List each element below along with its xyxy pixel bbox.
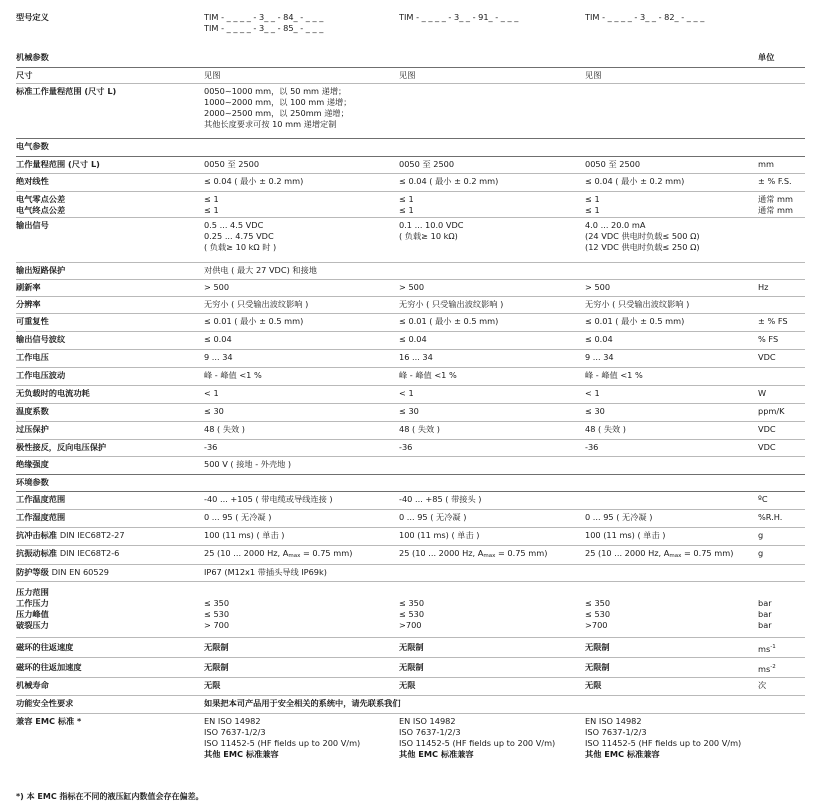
unit <box>758 68 805 83</box>
cell <box>585 714 758 764</box>
unit-header: 单位 <box>758 52 775 62</box>
cell: ≤ 30 <box>399 406 419 416</box>
cell: 0050 至 2500 <box>204 159 260 169</box>
row-label <box>16 528 204 545</box>
row-label-line: 破裂压力 <box>16 620 49 630</box>
cell-line: ≤ 530 <box>399 609 425 619</box>
cell-line: 2000~2500 mm，以 250mm 递增； <box>204 108 349 118</box>
unit: ppm/K <box>758 406 785 416</box>
cell: 对供电 ( 最大 27 VDC) 和接地 <box>204 265 317 275</box>
cell: 峰 - 峰值 <1 % <box>399 370 457 380</box>
unit: W <box>758 388 767 398</box>
row-label: 绝对线性 <box>16 176 49 186</box>
table-row <box>16 263 805 280</box>
cell: > 500 <box>204 282 230 292</box>
table-row <box>16 422 805 440</box>
cell: -36 <box>204 442 218 452</box>
cell: 无穷小 ( 只受输出波纹影响 ) <box>204 299 309 309</box>
cell <box>204 84 758 138</box>
cell: 0050 至 2500 <box>399 159 455 169</box>
row-label <box>16 546 204 564</box>
unit: ± % F.S. <box>758 176 792 186</box>
cell: 峰 - 峰值 <1 % <box>585 370 643 380</box>
row-label-line: 电气终点公差 <box>16 205 66 215</box>
row-label: 绝缘强度 <box>16 459 49 469</box>
unit <box>758 582 805 637</box>
unit-line: bar <box>758 598 772 608</box>
table-row <box>16 404 805 422</box>
row-label: 温度系数 <box>16 406 49 416</box>
table-row <box>16 440 805 457</box>
cell: > 500 <box>585 282 611 292</box>
cell-line: 其他 EMC 标准兼容 <box>399 749 474 759</box>
cell: < 1 <box>585 388 600 398</box>
unit-line: bar <box>758 620 772 630</box>
row-label: 工作电压波动 <box>16 370 66 380</box>
cell-line: ≤ 1 <box>585 194 600 204</box>
table-row <box>16 696 805 714</box>
row-label-line: 电气零点公差 <box>16 194 66 204</box>
cell-line: ISO 7637-1/2/3 <box>399 727 461 737</box>
cell <box>204 192 399 217</box>
cell-line: 其他长度要求可按 10 mm 递增定制 <box>204 119 337 129</box>
cell: 无限 <box>204 680 221 690</box>
model-code: TIM - _ _ _ _ - 3_ _ - 84_ - _ _ _ <box>204 12 324 22</box>
cell-line: EN ISO 14982 <box>399 716 456 726</box>
unit <box>758 297 805 313</box>
cell: 9 ... 34 <box>585 352 614 362</box>
row-label: 过压保护 <box>16 424 49 434</box>
cell: 如果把本司产品用于安全相关的系统中，请先联系我们 <box>204 698 401 708</box>
cell: 无限制 <box>204 662 229 672</box>
table-row <box>16 678 805 696</box>
cell-line: (24 VDC 供电时负载≤ 500 Ω) <box>585 231 700 241</box>
row-label-text: 抗冲击标准 <box>16 530 57 540</box>
row-label: 功能安全性要求 <box>16 698 74 708</box>
table-row <box>16 638 805 658</box>
cell: 无限制 <box>399 642 424 652</box>
cell: 无穷小 ( 只受输出波纹影响 ) <box>399 299 504 309</box>
row-label-text: 防护等级 <box>16 567 49 577</box>
cell-line: >700 <box>399 620 422 630</box>
cell: -36 <box>399 442 413 452</box>
row-label-line: 压力范围 <box>16 587 49 597</box>
table-row <box>16 386 805 404</box>
footnote: *) 本 EMC 指标在不同的液压缸内数值会存在偏差。 <box>16 792 204 801</box>
model-code: TIM - _ _ _ _ - 3_ _ - 85_ - _ _ _ <box>204 23 324 33</box>
row-label: 极性接反，反向电压保护 <box>16 442 107 452</box>
row-label <box>16 565 204 581</box>
cell: 0 ... 95 ( 无冷凝 ) <box>399 512 467 522</box>
cell: 48 ( 失效 ) <box>585 424 626 434</box>
table-row <box>16 314 805 332</box>
cell-line: ≤ 350 <box>585 598 611 608</box>
table-row <box>16 218 805 263</box>
table-row <box>16 528 805 546</box>
table-row <box>16 280 805 297</box>
cell <box>399 218 585 262</box>
cell <box>585 192 758 217</box>
row-label-text: 抗振动标准 <box>16 548 57 558</box>
cell <box>399 192 585 217</box>
cell: 0 ... 95 ( 无冷凝 ) <box>204 512 272 522</box>
unit: VDC <box>758 442 776 452</box>
model-row <box>16 10 805 50</box>
cell <box>585 218 758 262</box>
row-label: 尺寸 <box>16 70 33 80</box>
unit: VDC <box>758 424 776 434</box>
table-row <box>16 457 805 475</box>
table-row <box>16 714 805 764</box>
cell: 0050 至 2500 <box>585 159 641 169</box>
cell-line: > 700 <box>204 620 230 630</box>
cell: ≤ 0.01 ( 最小 ± 0.5 mm) <box>585 316 685 326</box>
model-code: TIM - _ _ _ _ - 3_ _ - 91_ - _ _ _ <box>399 12 519 22</box>
cell: 见图 <box>585 70 602 80</box>
cell-line: ISO 7637-1/2/3 <box>585 727 647 737</box>
row-label-norm: DIN IEC68T2-27 <box>59 530 125 540</box>
row-label: 可重复性 <box>16 316 49 326</box>
row-label-line: 压力峰值 <box>16 609 49 619</box>
unit-line: bar <box>758 609 772 619</box>
cell: 无穷小 ( 只受输出波纹影响 ) <box>585 299 690 309</box>
cell: -40 ... +85 ( 带接头 ) <box>399 494 482 504</box>
row-label: 输出信号 <box>16 220 49 230</box>
table-row <box>16 582 805 638</box>
cell-line: 0.5 ... 4.5 VDC <box>204 220 264 230</box>
cell: 500 V ( 接地 - 外壳地 ) <box>204 459 292 469</box>
section-env <box>16 475 805 492</box>
cell: 48 ( 失效 ) <box>204 424 245 434</box>
cell <box>585 492 758 509</box>
cell-line: ISO 11452-5 (HF fields up to 200 V/m) <box>399 738 556 748</box>
cell: 100 (11 ms) ( 单击 ) <box>585 530 666 540</box>
cell-line: ≤ 350 <box>399 598 425 608</box>
cell: 25 (10 ... 2000 Hz, Amax = 0.75 mm) <box>585 548 734 559</box>
cell: 0 ... 95 ( 无冷凝 ) <box>585 512 653 522</box>
cell-line: >700 <box>585 620 608 630</box>
cell-line: ≤ 1 <box>204 205 219 215</box>
cell: 25 (10 ... 2000 Hz, Amax = 0.75 mm) <box>399 548 548 559</box>
section-mech <box>16 50 805 68</box>
cell: IP67 (M12x1 带插头导线 IP69k) <box>204 567 327 577</box>
cell: 25 (10 ... 2000 Hz, Amax = 0.75 mm) <box>204 548 353 559</box>
cell: 16 ... 34 <box>399 352 433 362</box>
cell-line: ≤ 1 <box>399 205 414 215</box>
cell: ≤ 0.01 ( 最小 ± 0.5 mm) <box>204 316 304 326</box>
cell <box>399 582 585 637</box>
cell: 100 (11 ms) ( 单击 ) <box>204 530 285 540</box>
section-title: 电气参数 <box>16 141 49 151</box>
section-title: 机械参数 <box>16 52 49 62</box>
table-row <box>16 192 805 218</box>
unit: ºC <box>758 494 768 504</box>
cell: < 1 <box>204 388 219 398</box>
cell-line: ≤ 530 <box>204 609 230 619</box>
cell: -40 ... +105 ( 带电缆或导线连接 ) <box>204 494 333 504</box>
table-row <box>16 68 805 84</box>
cell-line: EN ISO 14982 <box>204 716 261 726</box>
cell: 见图 <box>204 70 221 80</box>
unit-line: 通常 mm <box>758 205 793 215</box>
row-label: 输出信号波纹 <box>16 334 66 344</box>
cell-line: EN ISO 14982 <box>585 716 642 726</box>
unit: %R.H. <box>758 512 783 522</box>
table-row <box>16 546 805 565</box>
row-label: 刷新率 <box>16 282 41 292</box>
table-row <box>16 658 805 678</box>
table-row <box>16 510 805 528</box>
row-label <box>16 582 204 637</box>
cell: 无限制 <box>585 662 610 672</box>
cell-line: 0.1 ... 10.0 VDC <box>399 220 464 230</box>
cell <box>204 714 399 764</box>
row-label: 工作电压 <box>16 352 49 362</box>
cell: ≤ 0.04 <box>585 334 613 344</box>
cell: ≤ 30 <box>585 406 605 416</box>
cell-line: 其他 EMC 标准兼容 <box>585 749 660 759</box>
section-elec <box>16 139 805 157</box>
cell-line: 4.0 ... 20.0 mA <box>585 220 646 230</box>
cell: ≤ 0.01 ( 最小 ± 0.5 mm) <box>399 316 499 326</box>
cell: 100 (11 ms) ( 单击 ) <box>399 530 480 540</box>
unit: $ms^{-1}$ <box>758 644 776 654</box>
cell: 无限制 <box>585 642 610 652</box>
table-row <box>16 368 805 386</box>
model-col2 <box>399 10 585 50</box>
unit: VDC <box>758 352 776 362</box>
cell-line: ≤ 1 <box>399 194 414 204</box>
cell: ≤ 0.04 ( 最小 ± 0.2 mm) <box>399 176 499 186</box>
row-label: 输出短路保护 <box>16 265 66 275</box>
cell: ≤ 0.04 ( 最小 ± 0.2 mm) <box>585 176 685 186</box>
row-label: 兼容 EMC 标准 * <box>16 716 82 726</box>
row-label: 标准工作量程范围 (尺寸 L) <box>16 86 117 96</box>
unit: g <box>758 548 764 558</box>
model-code: TIM - _ _ _ _ - 3_ _ - 82_ - _ _ _ <box>585 12 705 22</box>
unit <box>758 192 805 217</box>
unit <box>758 368 805 385</box>
cell <box>204 218 399 262</box>
cell-line: 1000~2000 mm，以 100 mm 递增； <box>204 97 352 107</box>
cell: ≤ 0.04 <box>204 334 232 344</box>
row-label-line: 工作压力 <box>16 598 49 608</box>
table-row <box>16 174 805 192</box>
cell-line: ≤ 530 <box>585 609 611 619</box>
row-label: 工作温度范围 <box>16 494 66 504</box>
cell-line: ( 负载≥ 10 kΩ) <box>399 231 458 241</box>
cell: ≤ 30 <box>204 406 224 416</box>
model-col1 <box>204 10 399 50</box>
cell-line: 其他 EMC 标准兼容 <box>204 749 279 759</box>
row-label: 分辨率 <box>16 299 41 309</box>
unit: mm <box>758 159 774 169</box>
cell: 峰 - 峰值 <1 % <box>204 370 262 380</box>
table-row <box>16 297 805 314</box>
model-label: 型号定义 <box>16 12 49 22</box>
row-label: 工作湿度范围 <box>16 512 66 522</box>
cell: 9 ... 34 <box>204 352 233 362</box>
cell: 无限制 <box>204 642 229 652</box>
cell: ≤ 0.04 <box>399 334 427 344</box>
row-label <box>16 192 204 217</box>
cell-line: 0050~1000 mm，以 50 mm 递增； <box>204 86 347 96</box>
cell-line: ISO 7637-1/2/3 <box>204 727 266 737</box>
unit: $ms^{-2}$ <box>758 664 776 674</box>
unit: ± % FS <box>758 316 788 326</box>
unit: g <box>758 530 764 540</box>
cell-line: ISO 11452-5 (HF fields up to 200 V/m) <box>585 738 742 748</box>
spec-table <box>16 10 805 764</box>
cell: ≤ 0.04 ( 最小 ± 0.2 mm) <box>204 176 304 186</box>
table-row <box>16 350 805 368</box>
cell <box>585 582 758 637</box>
cell <box>399 714 585 764</box>
cell: 无限制 <box>399 662 424 672</box>
cell-line: 0.25 ... 4.75 VDC <box>204 231 274 241</box>
unit: 次 <box>758 680 767 690</box>
row-label: 磁环的往返速度 <box>16 642 74 652</box>
table-row <box>16 492 805 510</box>
cell: 见图 <box>399 70 416 80</box>
section-title: 环境参数 <box>16 477 49 487</box>
cell: -36 <box>585 442 599 452</box>
cell: > 500 <box>399 282 425 292</box>
cell-line: ≤ 1 <box>204 194 219 204</box>
row-label-norm: DIN IEC68T2-6 <box>59 548 120 558</box>
cell: 无限 <box>399 680 416 690</box>
table-row <box>16 157 805 174</box>
cell: < 1 <box>399 388 414 398</box>
cell: 无限 <box>585 680 602 690</box>
cell-line: ≤ 350 <box>204 598 230 608</box>
cell <box>204 582 399 637</box>
model-col3 <box>585 10 758 50</box>
cell-line: (12 VDC 供电时负载≤ 250 Ω) <box>585 242 700 252</box>
table-row <box>16 332 805 350</box>
unit: Hz <box>758 282 769 292</box>
row-label: 无负载时的电流功耗 <box>16 388 90 398</box>
cell-line: ≤ 1 <box>585 205 600 215</box>
row-label-norm: DIN EN 60529 <box>51 567 110 577</box>
table-row <box>16 565 805 582</box>
unit-line: 通常 mm <box>758 194 793 204</box>
cell: 48 ( 失效 ) <box>399 424 440 434</box>
unit: % FS <box>758 334 779 344</box>
cell-line: ( 负载≥ 10 kΩ 时 ) <box>204 242 277 252</box>
cell-line: ISO 11452-5 (HF fields up to 200 V/m) <box>204 738 361 748</box>
row-label: 工作量程范围 (尺寸 L) <box>16 159 100 169</box>
row-label: 磁环的往返加速度 <box>16 662 82 672</box>
table-row <box>16 84 805 139</box>
row-label: 机械寿命 <box>16 680 49 690</box>
